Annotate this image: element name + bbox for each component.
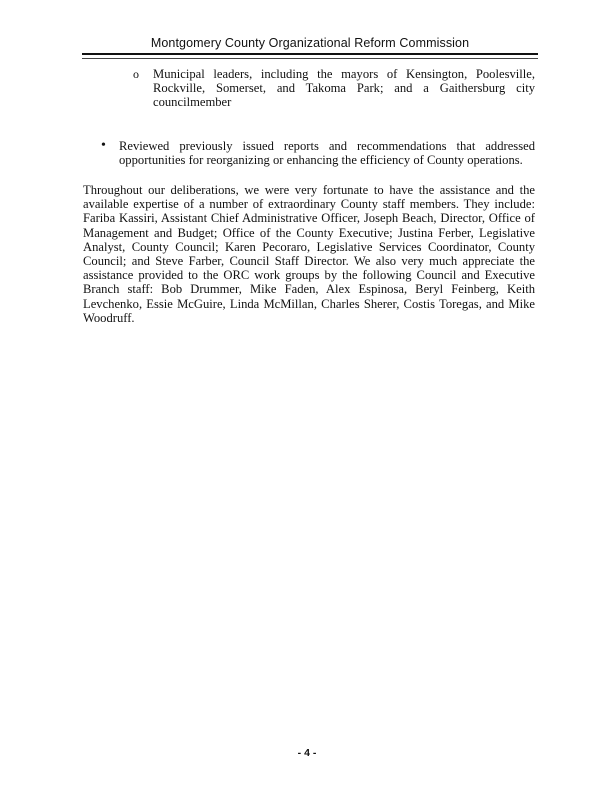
header-rule-thin [82, 58, 538, 59]
sub-list-item: Municipal leaders, including the mayors of Kensington, Poolesville, Rockville, Somerset, and Takoma Park; and a Gaithersburg city councilmember [153, 67, 535, 110]
bullet-marker: • [101, 138, 106, 153]
body-paragraph: Throughout our deliberations, we were very fortunate to have the assistance and the available expertise of a number of extraordinary County staff members. They include: Fariba Kassiri, Assistant Chief Administrative Officer, Joseph Beach, Director, Office of Management and Budget; Office of the County Executive; Justina Ferber, Legislative Analyst, County Council; Karen Pecoraro, Legislative Services Coordinator, County Council; and Steve Farber, Council Staff Director. We also very much appreciate the assistance provided to the ORC work groups by the following Council and Executive Branch staff: Bob Drummer, Mike Faden, Alex Espinosa, Beryl Feinberg, Keith Levchenko, Essie McGuire, Linda McMillan, Charles Sherer, Costis Toregas, and Mike Woodruff. [83, 183, 535, 325]
page-header-title: Montgomery County Organizational Reform Commission [150, 36, 470, 50]
sub-bullet-marker: o [133, 67, 139, 81]
page-number: - 4 - [297, 747, 317, 759]
header-rule-thick [82, 53, 538, 55]
list-item: Reviewed previously issued reports and recommendations that addressed opportunities for reorganizing or enhancing the efficiency of County operations. [119, 139, 535, 168]
